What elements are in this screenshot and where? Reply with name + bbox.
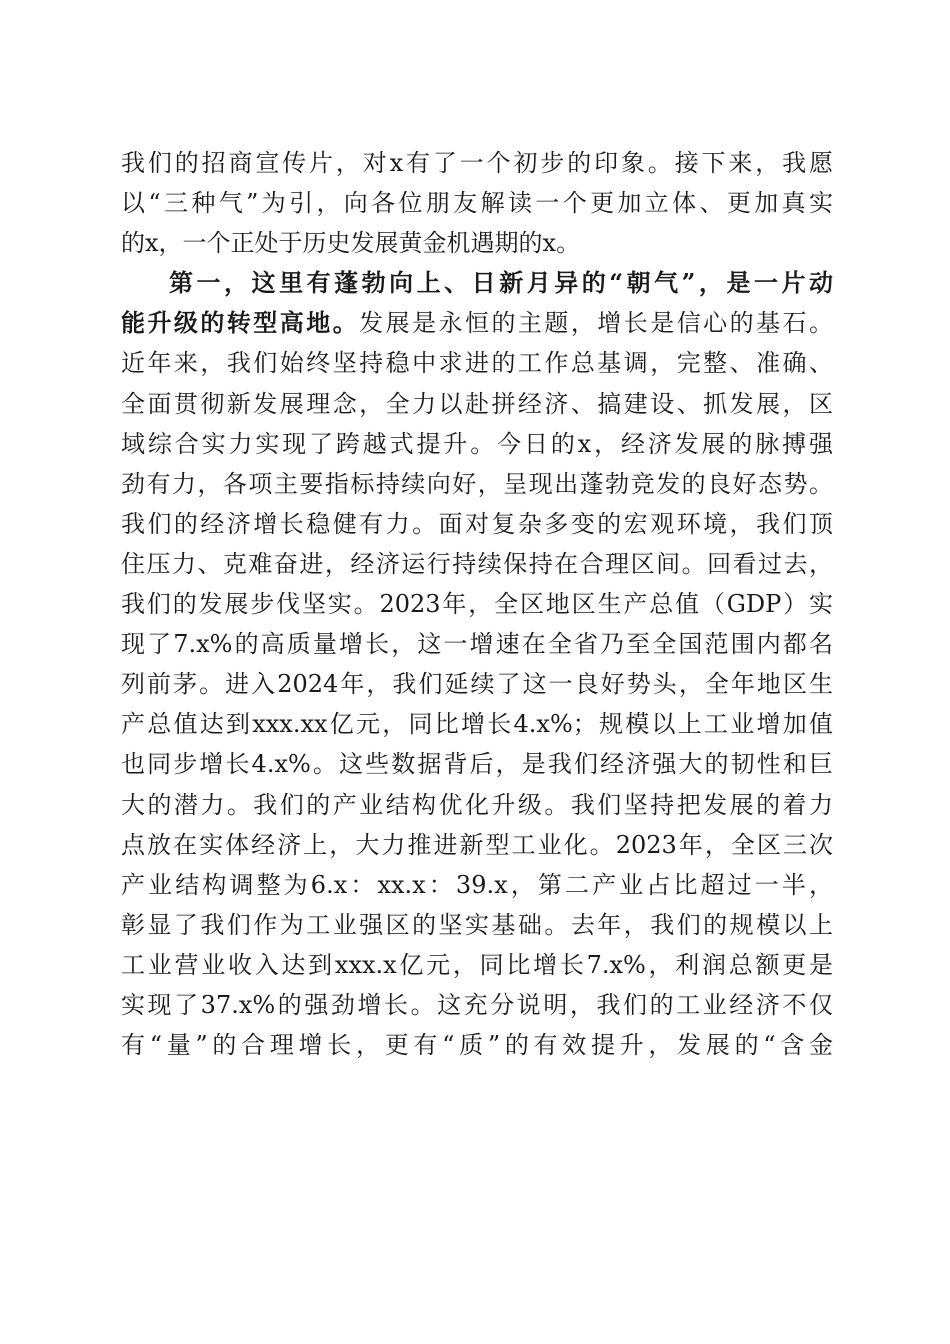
text-line: 我们的招商宣传片，对x有了一个初步的印象。接下来，我愿 [121,149,833,177]
text-span: 发展是永恒的主题，增长是信心的基石。 [359,309,833,338]
text-line: 点放在实体经济上，大力推进新型工业化。2023年，全区三次 [121,830,833,859]
section-heading-line: 第一，这里有蓬勃向上、日新月异的“朝气”，是一片动 [169,268,833,298]
text-line: 大的潜力。我们的产业结构优化升级。我们坚持把发展的着力 [121,790,833,819]
text-line: 我们的发展步伐坚实。2023年，全区地区生产总值（GDP）实 [121,590,833,619]
text-line: 工业营业收入达到xxx.x亿元，同比增长7.x%，利润总额更是 [121,950,833,979]
text-line: 现了7.x%的高质量增长，这一增速在全省乃至全国范围内都名 [121,630,833,659]
text-line: 以“三种气”为引，向各位朋友解读一个更加立体、更加真实 [121,189,833,218]
body-text [121,143,833,1065]
text-line: 我们的经济增长稳健有力。面对复杂多变的宏观环境，我们顶 [121,509,833,538]
text-line: 近年来，我们始终坚持稳中求进的工作总基调，完整、准确、 [121,349,833,378]
text-line: 产业结构调整为6.x：xx.x：39.x，第二产业占比超过一半， [121,870,833,899]
text-line: 住压力、克难奋进，经济运行持续保持在合理区间。回看过去， [121,549,833,578]
text-line: 实现了37.x%的强劲增长。这充分说明，我们的工业经济不仅 [121,990,833,1019]
text-line: 彰显了我们作为工业强区的坚实基础。去年，我们的规模以上 [121,910,833,939]
text-line: 产总值达到xxx.xx亿元，同比增长4.x%；规模以上工业增加值 [121,710,833,739]
text-line: 有“量”的合理增长，更有“质”的有效提升，发展的“含金 [121,1031,833,1060]
text-line [121,303,833,343]
text-line: 域综合实力实现了跨越式提升。今日的x，经济发展的脉搏强 [121,429,833,458]
section-heading-tail: 能升级的转型高地。 [121,308,360,338]
text-line: 劲有力，各项主要指标持续向好，呈现出蓬勃竞发的良好态势。 [121,469,833,498]
text-line: 列前茅。进入2024年，我们延续了这一良好势头，全年地区生 [121,670,833,699]
text-line: 的x，一个正处于历史发展黄金机遇期的x。 [121,229,581,258]
text-line: 也同步增长4.x%。这些数据背后，是我们经济强大的韧性和巨 [121,750,833,779]
text-line: 全面贯彻新发展理念，全力以赴拼经济、搞建设、抓发展，区 [121,389,833,418]
